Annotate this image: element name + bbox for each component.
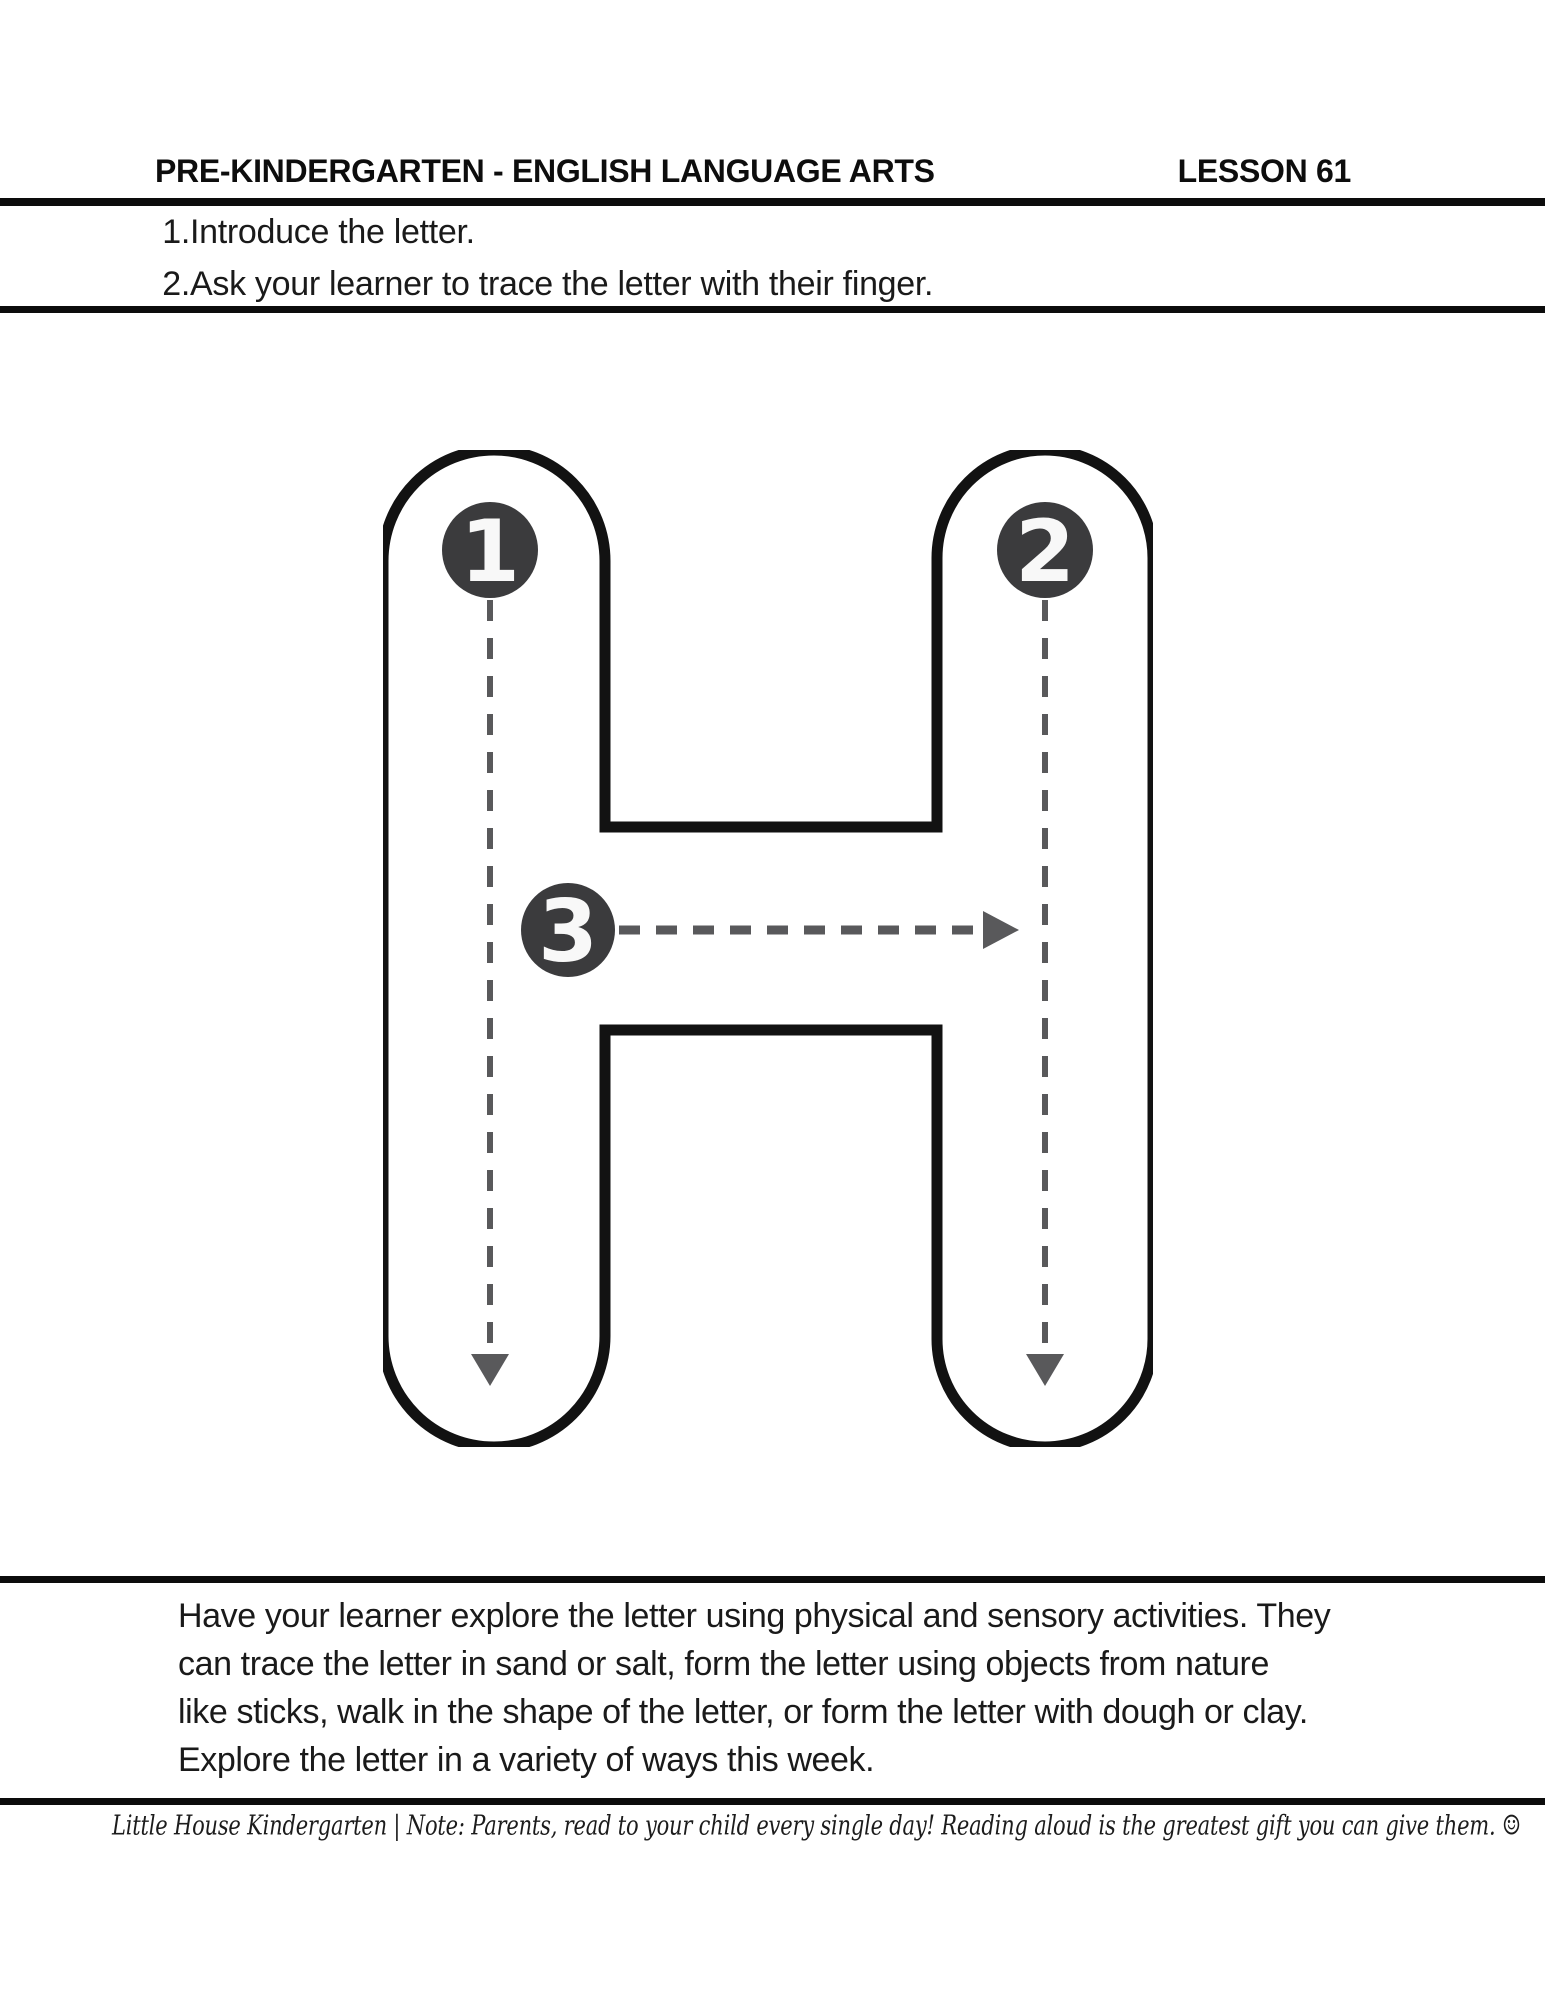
divider-header (0, 198, 1545, 206)
footer-text: Little House Kindergarten | Note: Parents, read to your child every single day! Reading aloud is the greatest gift you can give them. ☺ (112, 1810, 1521, 1842)
letter-tracing-diagram (383, 450, 1153, 1447)
instruction-item-1 (100, 206, 933, 258)
divider-footer (0, 1798, 1545, 1805)
activity-line: Explore the letter in a variety of ways this week. (178, 1741, 875, 1779)
activity-line: can trace the letter in sand or salt, form the letter using objects from nature (178, 1645, 1269, 1683)
instruction-list (100, 206, 933, 310)
instruction-text: Introduce the letter. (190, 213, 475, 251)
instruction-number: 2. (162, 265, 190, 303)
activity-line: like sticks, walk in the shape of the letter, or form the letter with dough or clay. (178, 1693, 1308, 1731)
instruction-text: Ask your learner to trace the letter with their finger. (190, 265, 934, 303)
lesson-number: LESSON 61 (1177, 153, 1351, 189)
stroke-2-number: 2 (1015, 502, 1075, 602)
stroke-3-number: 3 (538, 882, 598, 982)
page-header (155, 153, 1351, 190)
instruction-number: 1. (162, 213, 190, 251)
activity-line: Have your learner explore the letter using physical and sensory activities. They (178, 1597, 1331, 1635)
divider-activity-top (0, 1576, 1545, 1583)
instruction-item-2 (100, 258, 933, 310)
divider-instructions (0, 306, 1545, 313)
activity-paragraph (178, 1592, 1330, 1784)
course-title: PRE-KINDERGARTEN - ENGLISH LANGUAGE ARTS (155, 153, 935, 189)
stroke-1-number: 1 (460, 502, 520, 602)
footer-note (112, 1810, 1521, 1841)
